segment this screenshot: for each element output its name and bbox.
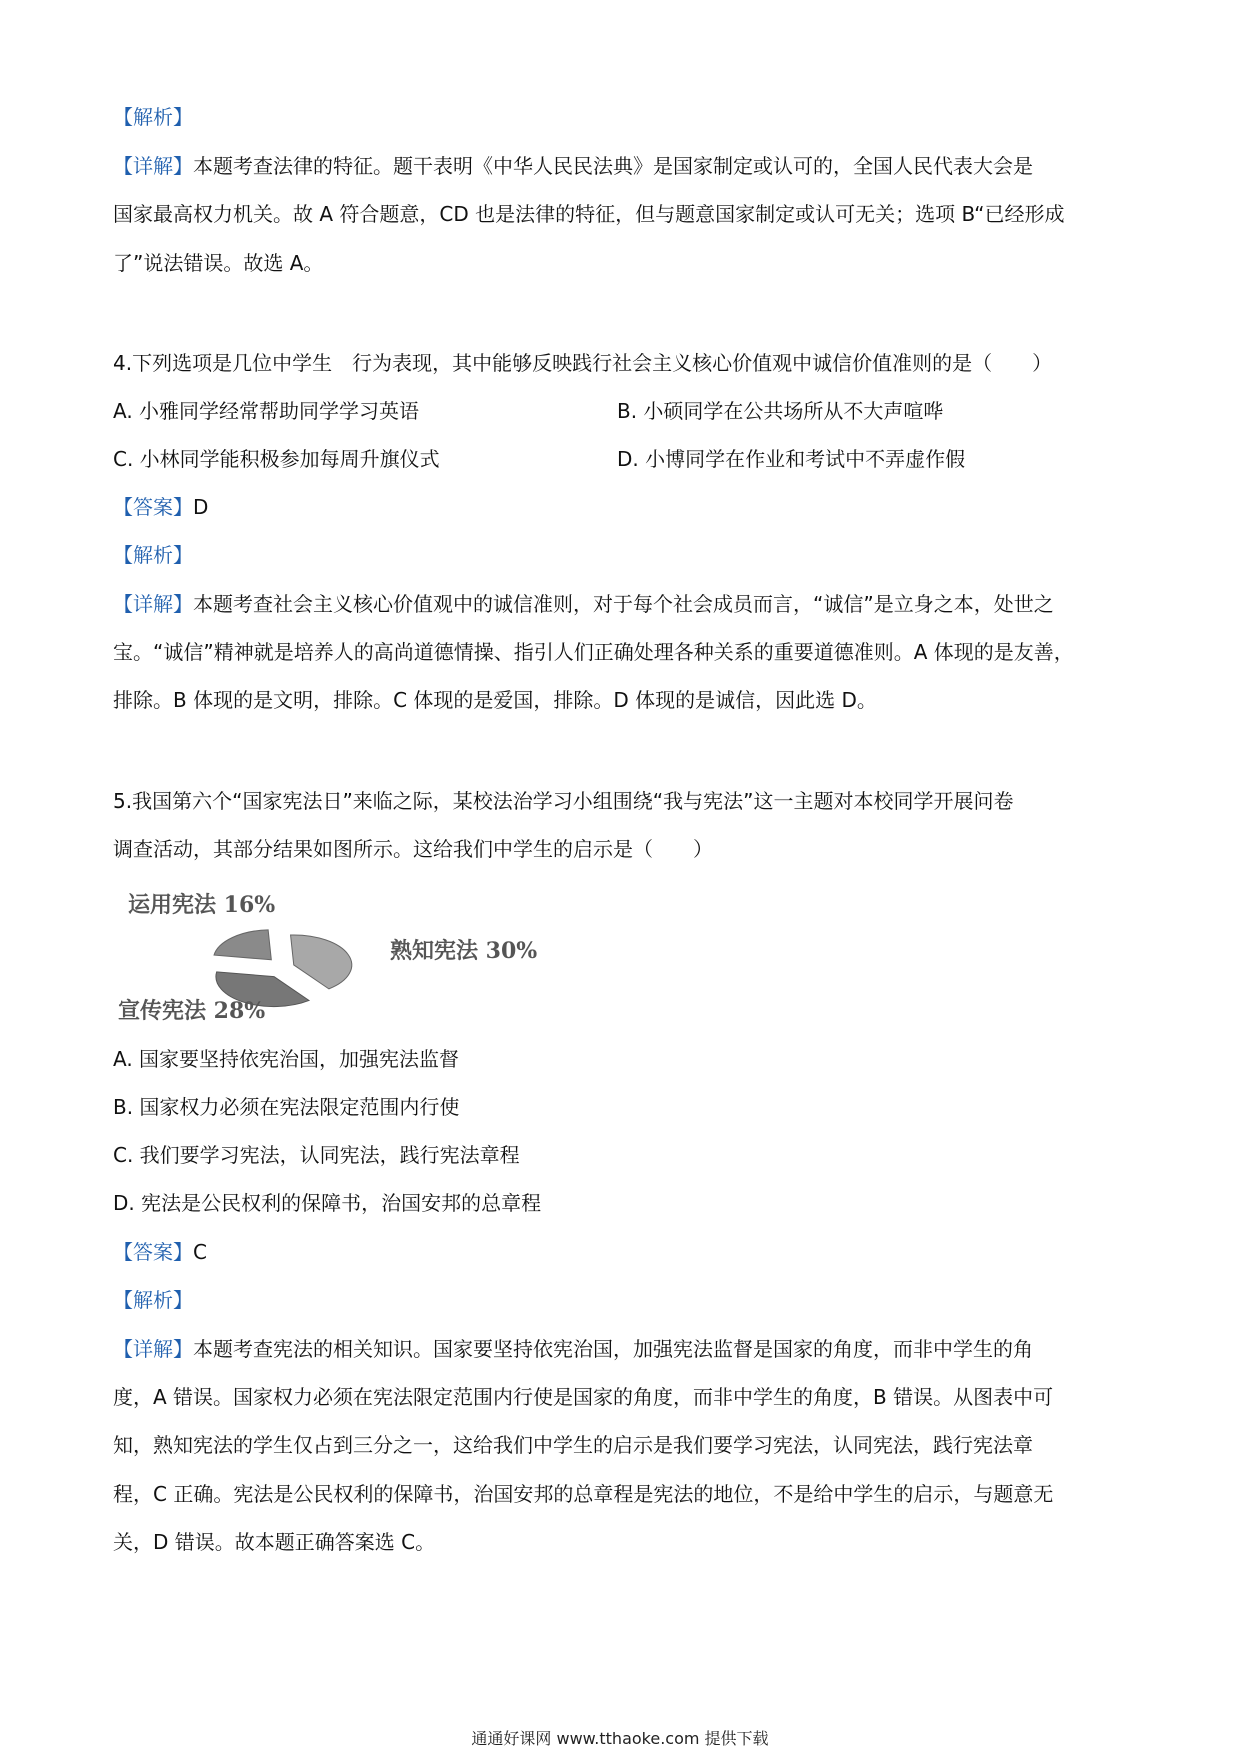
detail-tag: 【详解】 (113, 1337, 193, 1361)
pie-slice-use (214, 930, 271, 960)
q4-answer (113, 494, 208, 520)
pie-label-use: 运用宪法 16% (128, 892, 276, 918)
q5-stem-line: 5.我国第六个“国家宪法日”来临之际，某校法治学习小组围绕“我与宪法”这一主题对本校同学开展问卷 (113, 789, 1014, 813)
detail-line (113, 1336, 1033, 1362)
q4-stem: 4.下列选项是几位中学生 行为表现，其中能够反映践行社会主义核心价值观中诚信价值准则的是（ ） (113, 351, 1053, 375)
q5-answer (113, 1239, 207, 1265)
q4-option-c: C. 小林同学能积极参加每周升旗仪式 (113, 447, 440, 471)
analysis-tag: 【解析】 (113, 1288, 193, 1312)
detail-tag: 【详解】 (113, 154, 193, 178)
pie-label-promote: 宣传宪法 28% (118, 998, 266, 1024)
q5-option-c: C. 我们要学习宪法，认同宪法，践行宪法章程 (113, 1143, 520, 1167)
detail-text: 本题考查社会主义核心价值观中的诚信准则，对于每个社会成员而言，“诚信”是立身之本，处世之 (193, 592, 1054, 616)
detail-tag: 【详解】 (113, 592, 193, 616)
q5-option-a: A. 国家要坚持依宪治国，加强宪法监督 (113, 1047, 460, 1071)
pie-slice-know (291, 935, 352, 989)
answer-tag: 【答案】 (113, 495, 193, 519)
q4-option-d: D. 小博同学在作业和考试中不弄虚作假 (617, 447, 966, 471)
detail-line (113, 591, 1054, 617)
pie-chart (110, 880, 570, 1030)
answer-value: D (193, 495, 209, 519)
detail-line: 知，熟知宪法的学生仅占到三分之一，这给我们中学生的启示是我们要学习宪法，认同宪法，践行宪法章 (113, 1433, 1033, 1457)
detail-line: 度，A 错误。国家权力必须在宪法限定范围内行使是国家的角度，而非中学生的角度，B 错误。从图表中可 (113, 1385, 1054, 1409)
analysis-tag: 【解析】 (113, 105, 193, 129)
detail-text: 本题考查宪法的相关知识。国家要坚持依宪治国，加强宪法监督是国家的角度，而非中学生的角 (193, 1337, 1033, 1361)
detail-line (113, 153, 1128, 179)
q5-option-d: D. 宪法是公民权利的保障书，治国安邦的总章程 (113, 1191, 542, 1215)
analysis-tag: 【解析】 (113, 543, 193, 567)
footer: 通通好课网 www.tthaoke.com 提供下载 (471, 1729, 769, 1748)
detail-line: 关，D 错误。故本题正确答案选 C。 (113, 1530, 436, 1554)
q5-option-b: B. 国家权力必须在宪法限定范围内行使 (113, 1095, 460, 1119)
q4-option-a: A. 小雅同学经常帮助同学学习英语 (113, 399, 420, 423)
q5-stem-line: 调查活动，其部分结果如图所示。这给我们中学生的启示是（ ） (113, 837, 713, 861)
detail-line: 了”说法错误。故选 A。 (113, 251, 324, 275)
detail-text: 本题考查法律的特征。题干表明《中华人民民法典》是国家制定或认可的，全国人民代表大会是 (193, 154, 1033, 178)
answer-tag: 【答案】 (113, 1240, 193, 1264)
detail-line: 程，C 正确。宪法是公民权利的保障书，治国安邦的总章程是宪法的地位，不是给中学生的启示，与题意无 (113, 1482, 1054, 1506)
detail-line: 宝。“诚信”精神就是培养人的高尚道德情操、指引人们正确处理各种关系的重要道德准则。A 体现的是友善， (113, 640, 1074, 664)
pie-label-know: 熟知宪法 30% (390, 938, 538, 964)
answer-value: C (193, 1240, 207, 1264)
detail-line: 国家最高权力机关。故 A 符合题意，CD 也是法律的特征，但与题意国家制定或认可无关；选项 B“已经形成 (113, 202, 1065, 226)
q4-option-b: B. 小硕同学在公共场所从不大声喧哗 (617, 399, 944, 423)
detail-line: 排除。B 体现的是文明，排除。C 体现的是爱国，排除。D 体现的是诚信，因此选 D。 (113, 688, 877, 712)
